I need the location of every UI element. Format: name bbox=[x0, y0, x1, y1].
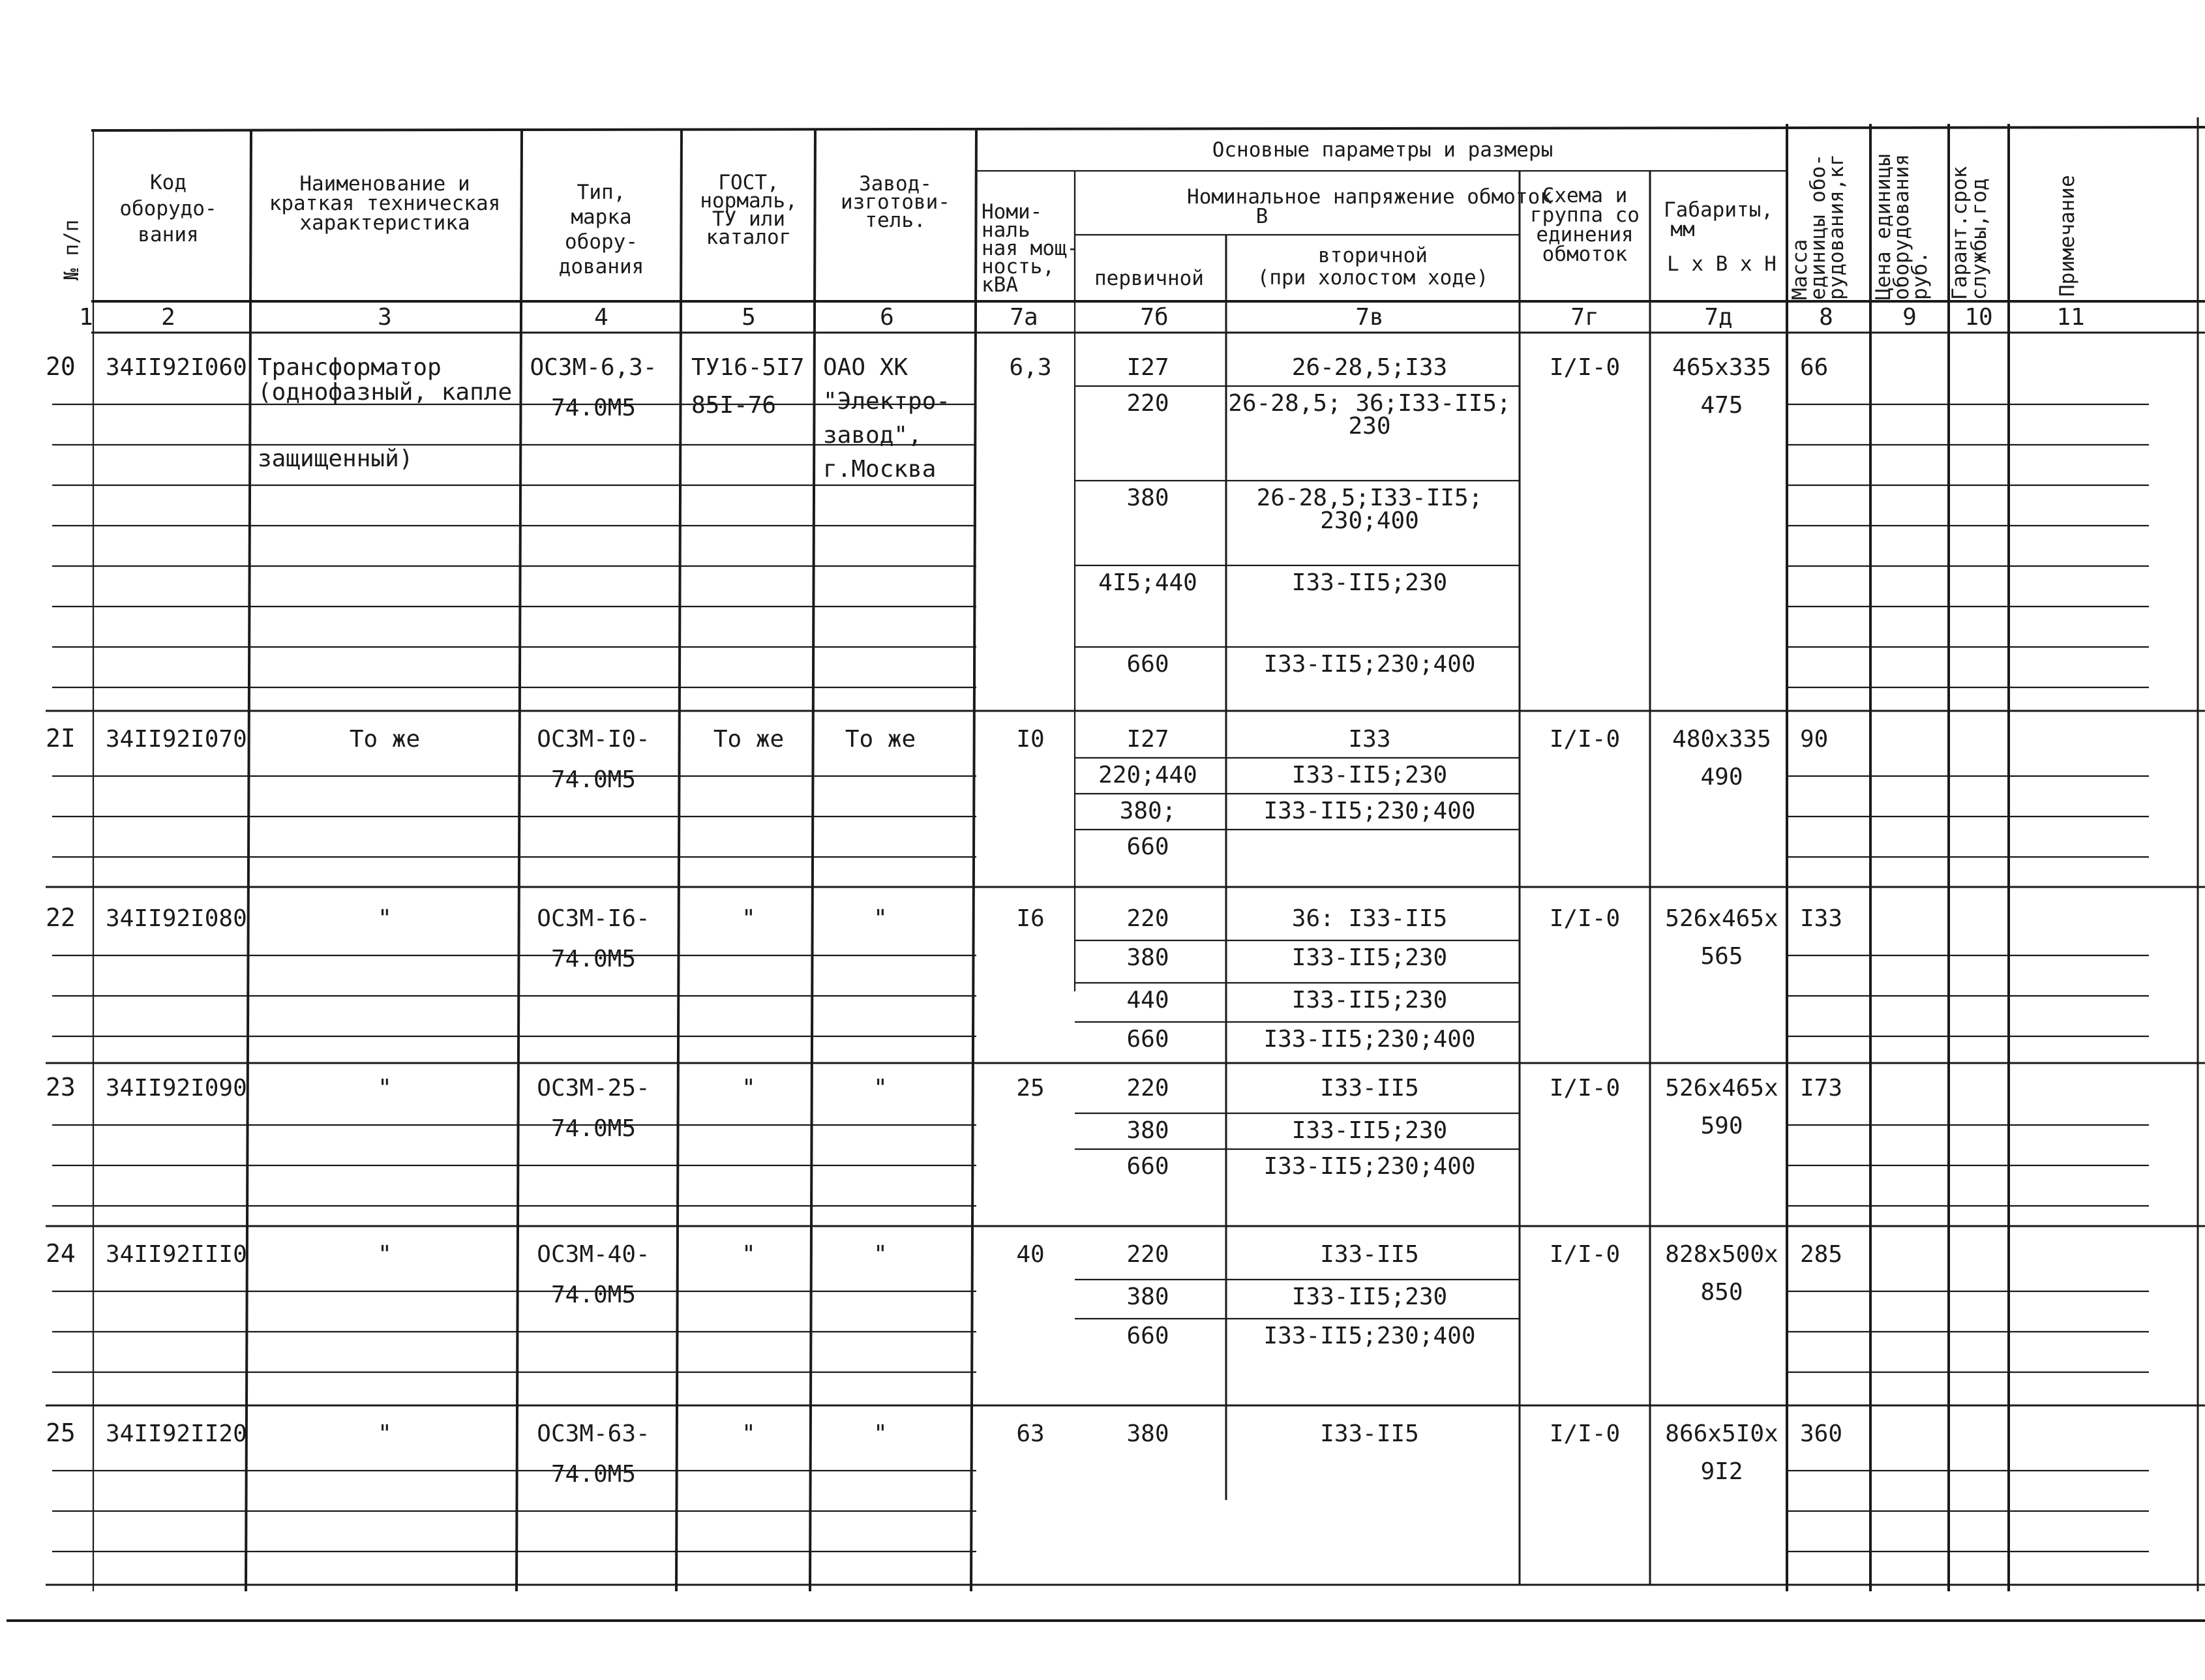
manufacturer: "Электро- bbox=[823, 388, 951, 415]
unit-mass: 66 bbox=[1800, 354, 1829, 381]
rated-power: I0 bbox=[1016, 726, 1045, 753]
table-row bbox=[46, 903, 1842, 1053]
winding-scheme: I/I-0 bbox=[1549, 1075, 1621, 1102]
primary-voltage: 220;440 bbox=[1098, 762, 1197, 788]
scheme-header: группа со bbox=[1530, 203, 1640, 227]
equipment-type: 74.0М5 bbox=[550, 1115, 637, 1142]
equipment-type: ОСЗМ-63- bbox=[537, 1420, 650, 1447]
price-header: руб. bbox=[1908, 251, 1932, 300]
primary-voltage: 220 bbox=[1126, 905, 1169, 932]
primary-voltage: 380 bbox=[1126, 1117, 1169, 1144]
voltage-header: Номинальное напряжение обмоток bbox=[1187, 185, 1552, 209]
column-number: 2 bbox=[161, 304, 175, 331]
gost-header: каталог bbox=[706, 226, 792, 249]
gost-spec: " bbox=[742, 1241, 756, 1268]
secondary-voltage: I33-II5;230;400 bbox=[1263, 798, 1476, 824]
column-number: 7д bbox=[1704, 304, 1733, 331]
power-header: ная мощ- bbox=[982, 237, 1079, 260]
column-number: 5 bbox=[742, 304, 756, 331]
unit-mass: I73 bbox=[1800, 1075, 1843, 1102]
dimensions: 526х465х bbox=[1665, 1075, 1778, 1102]
primary-voltage: 4I5;440 bbox=[1098, 569, 1197, 596]
dimensions: 850 bbox=[1700, 1279, 1743, 1306]
primary-voltage: 380; bbox=[1119, 798, 1177, 824]
secondary-header: вторичной bbox=[1318, 244, 1428, 267]
dimensions: 475 bbox=[1700, 392, 1743, 419]
table-row bbox=[46, 1239, 1842, 1349]
row-number: 2I bbox=[46, 724, 76, 753]
manufacturer: " bbox=[873, 1241, 888, 1268]
rated-power: 63 bbox=[1016, 1420, 1045, 1447]
equipment-type: 74.0М5 bbox=[550, 1461, 637, 1488]
row-number: 20 bbox=[46, 352, 76, 381]
equipment-type: ОСЗМ-40- bbox=[537, 1241, 650, 1268]
scheme-header: Схема и bbox=[1542, 184, 1628, 207]
power-header: наль bbox=[982, 218, 1030, 242]
primary-voltage: 660 bbox=[1126, 1153, 1169, 1180]
table-row bbox=[46, 352, 1828, 678]
column-number: 8 bbox=[1819, 304, 1833, 331]
column-number: 7б bbox=[1140, 304, 1169, 331]
secondary-voltage: 36: I33-II5 bbox=[1291, 905, 1448, 932]
price-header: оборудования bbox=[1890, 154, 1913, 300]
type-header: марка bbox=[571, 205, 632, 229]
gost-header: ГОСТ, bbox=[718, 171, 779, 194]
secondary-voltage: I33-II5;230 bbox=[1291, 762, 1448, 788]
primary-voltage: 660 bbox=[1126, 833, 1169, 860]
gost-spec: " bbox=[742, 1075, 756, 1102]
equipment-type: ОСЗМ-I6- bbox=[537, 905, 650, 932]
primary-voltage: 660 bbox=[1126, 1026, 1169, 1053]
type-header: Тип, bbox=[577, 181, 626, 204]
secondary-voltage: I33-II5;230 bbox=[1291, 569, 1448, 596]
secondary-voltage: I33 bbox=[1348, 726, 1391, 753]
secondary-voltage: 26-28,5;I33-II5; bbox=[1256, 485, 1483, 511]
secondary-voltage: I33-II5;230;400 bbox=[1263, 1323, 1476, 1349]
primary-voltage: 220 bbox=[1126, 390, 1169, 417]
column-number: 7в bbox=[1355, 304, 1384, 331]
scheme-header: единения bbox=[1536, 223, 1634, 247]
table-header bbox=[60, 138, 2079, 300]
primary-voltage: 220 bbox=[1126, 1241, 1169, 1268]
table-grid bbox=[7, 117, 2205, 1621]
column-number: 3 bbox=[378, 304, 392, 331]
equipment-name: " bbox=[378, 1420, 392, 1447]
name-header: характеристика bbox=[299, 211, 470, 235]
secondary-voltage: I33-II5;230;400 bbox=[1263, 1153, 1476, 1180]
secondary-voltage: I33-II5 bbox=[1320, 1420, 1419, 1447]
column-number: 4 bbox=[594, 304, 608, 331]
winding-scheme: I/I-0 bbox=[1549, 905, 1621, 932]
equipment-name: " bbox=[378, 1075, 392, 1102]
gost-header: нормаль, bbox=[700, 189, 798, 213]
code-header: Код bbox=[150, 171, 187, 194]
primary-voltage: 380 bbox=[1126, 1283, 1169, 1310]
manufacturer: " bbox=[873, 905, 888, 932]
equipment-name: Трансформатор bbox=[258, 354, 442, 381]
mass-header: Масса bbox=[1788, 239, 1812, 300]
gost-spec: ТУ16-5I7 bbox=[691, 354, 805, 381]
unit-mass: I33 bbox=[1800, 905, 1843, 932]
column-number: 7г bbox=[1570, 304, 1599, 331]
dimensions: 480х335 bbox=[1672, 726, 1771, 753]
primary-voltage: 380 bbox=[1126, 485, 1169, 511]
column-number: 6 bbox=[880, 304, 894, 331]
type-header: обору- bbox=[565, 230, 638, 254]
table-row bbox=[46, 1418, 1842, 1488]
warranty-header: Гарант.срок bbox=[1948, 166, 1972, 300]
maker-header: изготови- bbox=[841, 190, 950, 214]
secondary-voltage: 26-28,5;I33 bbox=[1291, 354, 1448, 381]
row-number-header: № п/п bbox=[60, 219, 83, 280]
dimensions: 9I2 bbox=[1700, 1458, 1743, 1485]
table-top-border bbox=[91, 127, 2205, 130]
power-header: Номи- bbox=[982, 200, 1043, 224]
secondary-voltage: I33-II5;230;400 bbox=[1263, 651, 1476, 678]
equipment-name: " bbox=[378, 905, 392, 932]
unit-mass: 285 bbox=[1800, 1241, 1843, 1268]
column-number: 10 bbox=[1964, 304, 1993, 331]
manufacturer: завод", bbox=[823, 422, 922, 449]
dims-header: Габариты, bbox=[1664, 198, 1773, 222]
unit-mass: 360 bbox=[1800, 1420, 1843, 1447]
primary-voltage: I27 bbox=[1126, 354, 1169, 381]
table-row bbox=[46, 1073, 1842, 1180]
dimensions: 490 bbox=[1700, 764, 1743, 790]
mass-header: единицы обо- bbox=[1807, 154, 1830, 300]
power-header: кВА bbox=[982, 273, 1018, 297]
price-header: Цена единицы bbox=[1872, 154, 1895, 300]
power-header: ность, bbox=[982, 255, 1055, 278]
primary-voltage: 220 bbox=[1126, 1075, 1169, 1102]
equipment-type: 74.0М5 bbox=[550, 766, 637, 793]
secondary-voltage: I33-II5;230 bbox=[1291, 987, 1448, 1013]
row-number: 24 bbox=[46, 1239, 76, 1268]
note-header: Примечание bbox=[2056, 175, 2079, 297]
row-number: 25 bbox=[46, 1418, 76, 1447]
equipment-type: ОСЗМ-I0- bbox=[537, 726, 650, 753]
dims-unit: мм bbox=[1670, 218, 1695, 241]
equipment-type: 74.0М5 bbox=[550, 1282, 637, 1308]
dimensions: 465х335 bbox=[1672, 354, 1771, 381]
dimensions: 590 bbox=[1700, 1113, 1743, 1139]
rated-power: 6,3 bbox=[1009, 354, 1052, 381]
row-number: 22 bbox=[46, 903, 76, 932]
equipment-code: 34II92I060 bbox=[106, 354, 247, 381]
manufacturer: ОАО ХК bbox=[823, 354, 908, 381]
unit-mass: 90 bbox=[1800, 726, 1829, 753]
secondary-voltage: I33-II5 bbox=[1320, 1075, 1419, 1102]
row-number: 23 bbox=[46, 1073, 76, 1102]
column-number: 11 bbox=[2056, 304, 2085, 331]
rated-power: 40 bbox=[1016, 1241, 1045, 1268]
gost-spec: " bbox=[742, 905, 756, 932]
type-header: дования bbox=[558, 255, 644, 278]
winding-scheme: I/I-0 bbox=[1549, 726, 1621, 753]
main-params-header: Основные параметры и размеры bbox=[1212, 138, 1553, 162]
dimensions: 866х5I0х bbox=[1665, 1420, 1778, 1447]
primary-voltage: 440 bbox=[1126, 987, 1169, 1013]
secondary-voltage: 26-28,5; 36;I33-II5; bbox=[1228, 390, 1511, 417]
equipment-type: 74.0М5 bbox=[550, 946, 637, 972]
gost-spec: " bbox=[742, 1420, 756, 1447]
column-number: 1 bbox=[79, 304, 93, 331]
secondary-voltage: I33-II5;230 bbox=[1291, 1117, 1448, 1144]
winding-scheme: I/I-0 bbox=[1549, 1420, 1621, 1447]
secondary-voltage: I33-II5;230 bbox=[1291, 1283, 1448, 1310]
rated-power: I6 bbox=[1016, 905, 1045, 932]
secondary-voltage: I33-II5 bbox=[1320, 1241, 1419, 1268]
manufacturer: " bbox=[873, 1420, 888, 1447]
equipment-code: 34II92II20 bbox=[106, 1420, 247, 1447]
equipment-name: " bbox=[378, 1241, 392, 1268]
column-number: 7а bbox=[1010, 304, 1038, 331]
maker-header: тель. bbox=[865, 209, 926, 232]
voltage-unit: В bbox=[1255, 205, 1268, 228]
primary-voltage: 380 bbox=[1126, 1420, 1169, 1447]
primary-voltage: 660 bbox=[1126, 1323, 1169, 1349]
equipment-name: защищенный) bbox=[258, 445, 413, 472]
name-header: Наименование и bbox=[299, 172, 470, 196]
manufacturer: " bbox=[873, 1075, 888, 1102]
equipment-code: 34II92I070 bbox=[106, 726, 247, 753]
equipment-code: 34II92I080 bbox=[106, 905, 247, 932]
code-header: вания bbox=[138, 223, 199, 247]
equipment-code: 34II92I090 bbox=[106, 1075, 247, 1102]
table-row bbox=[46, 724, 1828, 860]
column-number: 9 bbox=[1902, 304, 1917, 331]
winding-scheme: I/I-0 bbox=[1549, 354, 1621, 381]
primary-voltage: 380 bbox=[1126, 944, 1169, 971]
mass-header: рудования,кг bbox=[1825, 154, 1848, 300]
gost-header: ТУ или bbox=[712, 207, 785, 231]
code-header: оборудо- bbox=[119, 197, 217, 220]
gost-spec: 85I-76 bbox=[691, 392, 777, 419]
equipment-type: ОСЗМ-25- bbox=[537, 1075, 650, 1102]
gost-spec: То же bbox=[713, 726, 785, 753]
winding-scheme: I/I-0 bbox=[1549, 1241, 1621, 1268]
manufacturer: То же bbox=[845, 726, 916, 753]
secondary-header: (при холостом ходе) bbox=[1257, 266, 1489, 290]
equipment-name: (однофазный, капле bbox=[258, 379, 513, 406]
manufacturer: г.Москва bbox=[823, 456, 937, 483]
equipment-type: ОСЗМ-6,3- bbox=[530, 354, 657, 381]
secondary-voltage: I33-II5;230;400 bbox=[1263, 1026, 1476, 1053]
secondary-voltage: 230;400 bbox=[1320, 507, 1419, 534]
column-number-row bbox=[79, 304, 2085, 331]
equipment-name: То же bbox=[349, 726, 421, 753]
dims-formula: L х В х Н bbox=[1667, 252, 1777, 276]
equipment-code: 34II92III0 bbox=[106, 1241, 247, 1268]
scheme-header: обмоток bbox=[1542, 243, 1628, 266]
primary-voltage: 660 bbox=[1126, 651, 1169, 678]
dimensions: 828х500х bbox=[1665, 1241, 1778, 1268]
secondary-voltage: I33-II5;230 bbox=[1291, 944, 1448, 971]
name-header: краткая техническая bbox=[269, 192, 501, 215]
secondary-voltage: 230 bbox=[1348, 413, 1391, 440]
warranty-header: службы,год bbox=[1968, 178, 1991, 300]
equipment-type: 74.0М5 bbox=[550, 395, 637, 421]
maker-header: Завод- bbox=[859, 172, 932, 196]
table-body bbox=[46, 352, 1842, 1488]
primary-voltage: I27 bbox=[1126, 726, 1169, 753]
dimensions: 526х465х bbox=[1665, 905, 1778, 932]
primary-header: первичной bbox=[1094, 267, 1204, 290]
dimensions: 565 bbox=[1700, 943, 1743, 970]
rated-power: 25 bbox=[1016, 1075, 1045, 1102]
